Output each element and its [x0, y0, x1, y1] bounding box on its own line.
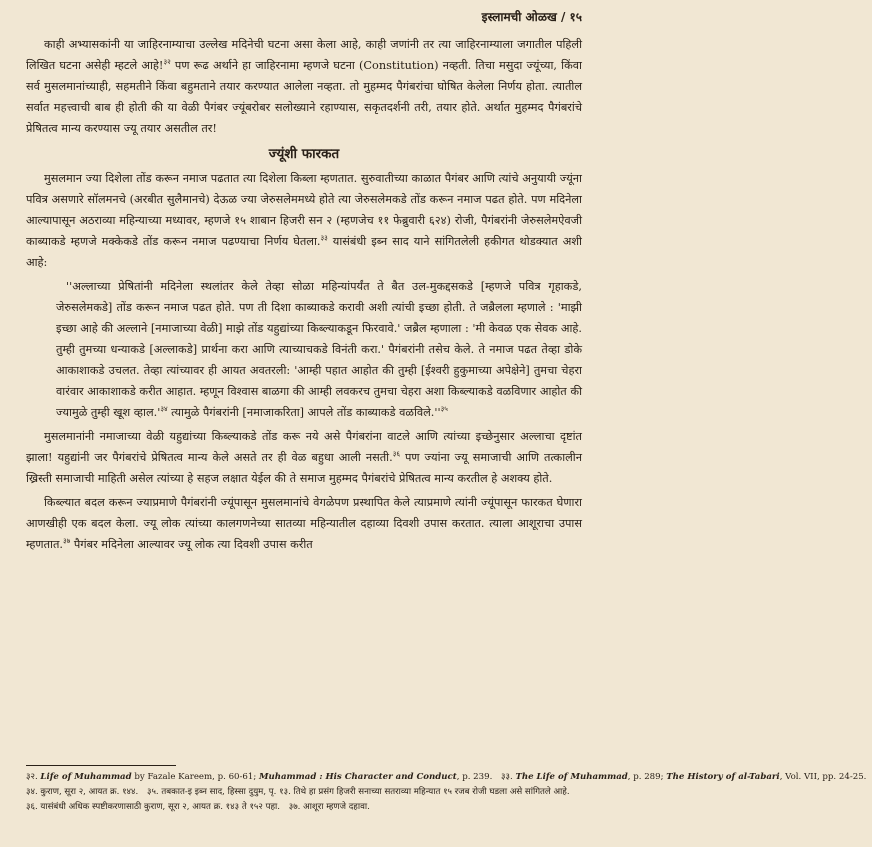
footnote-32-text-2: , p. 239. — [456, 772, 493, 782]
footnote-32 — [26, 772, 492, 782]
footnote-32-title-1: Life of Muhammad — [40, 772, 132, 782]
paragraph-2-text-b: यासंबंधी इब्न साद याने सांगितलेली हकीगत थोडक्यात अशी आहे: — [26, 235, 582, 269]
paragraph-1-text-b: पण रूढ अर्थाने हा जाहिरनामा म्हणजे घटना (Constitution) नव्हती. तिचा मसुदा ज्यूंच्या, किंवा सर्व मुसलमानांच्याही, सहमतीने किंवा बहुमताने तयार करण्यात आलेला नव्हता. तो मुहम्मद पैगंबरांचा घोषित केलेला निर्णय होता. त्यातील सर्वात महत्त्वाची बाब ही होती की या वेळी पैगंबर ज्यूंबरोबर सलोख्याने रहाण्यास, सकृतदर्शनी तरी, तयार होते. अर्थात मुहम्मद पैगंबरांचे प्रेषितत्व मान्य करण्यास ज्यू तयार असतील तर! — [26, 59, 582, 135]
block-quote — [56, 276, 582, 423]
footnote-32-text-1: by Fazale Kareem, p. 60-61; — [131, 772, 259, 782]
paragraph-5 — [26, 492, 582, 555]
footnote-33-title-2: The History of al-Tabari — [666, 772, 780, 782]
footnote-divider — [26, 765, 176, 766]
footnote-35: ३५. तबकात-इ इब्न साद, हिस्सा दुयुम, पृ. १३. तिथे हा प्रसंग हिजरी सनाच्या सतराव्या महिन्यात १५ रजब रोजी घडला असे सांगितले आहे. — [146, 787, 570, 797]
paragraph-4 — [26, 426, 582, 489]
footnote-37: ३७. आशूरा म्हणजे दहावा. — [288, 802, 370, 812]
body-text — [26, 34, 582, 558]
footnote-ref-35[interactable]: ३५ — [440, 405, 448, 414]
paragraph-5-text-b: पैगंबर मदिनेला आल्यावर ज्यू लोक त्या दिवशी उपास करीत — [70, 538, 313, 551]
footnote-33-title-1: The Life of Muhammad — [515, 772, 628, 782]
footnote-line-2 — [26, 785, 582, 800]
quote-text-b: त्यामुळे पैगंबरांनी [नमाजाकरिता] आपले तोंड काब्याकडे वळविले.'' — [167, 406, 441, 419]
footnote-ref-33[interactable]: ३३ — [320, 234, 328, 243]
footnote-ref-34[interactable]: ३४ — [160, 405, 168, 414]
footnote-line-3 — [26, 800, 582, 815]
paragraph-4-text-b: पण ज्यांना ज्यू समाजाची आणि तत्कालीन ख्रिस्ती समाजाची माहिती असेल त्यांच्या हे सहज लक्षात येईल की ते समाज मुहम्मद पैगंबरांचे प्रेषितत्व मान्य करतील हे अशक्य होते. — [26, 451, 583, 485]
footnote-ref-37[interactable]: ३७ — [62, 537, 71, 546]
footnote-ref-36[interactable]: ३६ — [392, 450, 400, 459]
footnote-ref-32[interactable]: ३२ — [163, 58, 171, 67]
paragraph-4-text-a: मुसलमानांनी नमाजाच्या वेळी यहुद्यांच्या किब्ल्याकडे तोंड करू नये असे पैगंबरांना वाटले आणि त्यांच्या इच्छेनुसार अल्लाचा दृष्टांत झाला! यहुद्यांनी जर पैगंबरांचे प्रेषितत्व मान्य केले असते तर ही वेळ बहुधा आली नसती. — [26, 430, 582, 464]
footnote-32-title-2: Muhammad : His Character and Conduct — [258, 772, 457, 782]
footnote-line-1 — [26, 770, 867, 785]
paragraph-5-text-a: किब्ल्यात बदल करून ज्याप्रमाणे पैगंबरांनी ज्यूंपासून मुसलमानांचे वेगळेपण प्रस्थापित केले त्याप्रमाणे त्यांनी ज्यूंपासून फारकत घेणारा आणखीही एक बदल केला. ज्यू लोक त्यांच्या कालगणनेच्या सातव्या महिन्यातील दहाव्या दिवशी उपास करतात. त्याला आशूराचा उपास म्हणतात. — [26, 496, 582, 551]
section-heading: ज्यूंशी फारकत — [268, 146, 340, 162]
paragraph-2-text-a: मुसलमान ज्या दिशेला तोंड करून नमाज पढतात त्या दिशेला किब्ला म्हणतात. सुरुवातीच्या काळात पैगंबर आणि त्यांचे अनुयायी ज्यूंना पवित्र असणारे सॉलमनचे (अरबीत सुलैमानचे) देऊळ ज्या जेरुसलेममध्ये होते त्या जेरुसलेमकडे तोंड करून नमाज पढत होते. पण मदिनेला आल्यापासून अठराव्या महिन्याच्या मध्यावर, म्हणजे १५ शाबान हिजरी सन २ (म्हणजेच ११ फेब्रुवारी ६२४) रोजी, पैगंबरांनी जेरुसलेमऐवजी काब्याकडे म्हणजे मक्केकडे तोंड करून नमाज पढण्याचा निर्णय घेतला. — [26, 172, 582, 248]
footnotes — [26, 770, 867, 815]
paragraph-2 — [26, 168, 582, 273]
running-head: इस्लामची ओळख / १५ — [481, 10, 582, 24]
paragraph-1 — [26, 34, 582, 139]
footnote-36: ३६. यासंबंधी अधिक स्पष्टीकरणासाठी कुराण, सूरा २, आयत क्र. १४३ ते १५२ पहा. — [26, 802, 280, 812]
footnote-32-number: ३२. — [26, 772, 38, 782]
footnote-33-number: ३३. — [501, 772, 513, 782]
paragraph-1-text-a: काही अभ्यासकांनी या जाहिरनाम्याचा उल्लेख मदिनेची घटना असा केला आहे, काही जणांनी तर त्या जाहिरनाम्याला जगातील पहिली लिखित घटना असेही म्हटले आहे! — [26, 38, 582, 72]
quote-text-a: ''अल्लाच्या प्रेषितांनी मदिनेला स्थलांतर केले तेव्हा सोळा महिन्यांपर्यंत ते बैत उल-मुकद्दसकडे [म्हणजे पवित्र गृहाकडे, जेरुसलेमकडे] तोंड करून नमाज पढत होते. पण ती दिशा काब्याकडे करावी अशी त्यांची इच्छा होती. ते जब्रैलला म्हणाले : 'माझी इच्छा आहे की अल्लाने [नमाजाच्या वेळी] माझे तोंड यहुद्यांच्या किब्ल्याकडून फिरवावे.' जब्रैल म्हणाला : 'मी केवळ एक सेवक आहे. तुम्ही तुमच्या धन्याकडे [अल्लाकडे] प्रार्थना करा आणि त्याच्याचकडे विनंती करा.' पैगंबरांनी तसेच केले. ते नमाज पढत तेव्हा डोके आकाशाकडे उचलत. तेव्हा त्यांच्यावर ही आयत अवतरली: 'आम्ही पहात आहोत की तुम्ही [ईश्वरी हुकुमाच्या अपेक्षेने] तुमचा चेहरा वारंवार आकाशाकडे करीत आहात. म्हणून विश्वास बाळगा की आम्ही लवकरच तुमचा चेहरा अशा किब्ल्याकडे वळविणार आहोत की ज्यामुळे तुम्ही खूश व्हाल.' — [56, 280, 582, 419]
footnote-34: ३४. कुराण, सूरा २, आयत क्र. १४४. — [26, 787, 139, 797]
footnote-33-text-2: , Vol. VII, pp. 24-25. — [779, 772, 867, 782]
footnote-33-text-1: , p. 289; — [627, 772, 667, 782]
footnote-33-a — [501, 772, 866, 782]
